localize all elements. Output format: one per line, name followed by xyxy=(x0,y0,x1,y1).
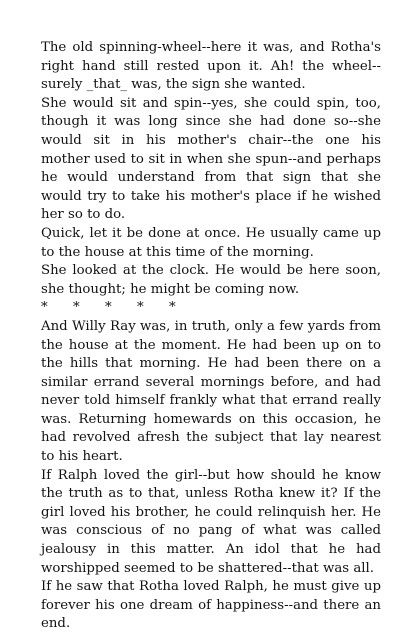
book-page xyxy=(41,39,381,634)
section-break: * * * * * xyxy=(41,300,176,316)
paragraph-spinning-wheel: The old spinning-wheel--here it was, and Rotha's right hand still rested upon it. Ah! the wheel--surely _that_ was, the sign she wanted. xyxy=(41,40,381,93)
paragraph-if-ralph: If Ralph loved the girl--but how should he know the truth as to that, unless Rotha knew it? If the girl loved his brother, he could relinquish her. He was conscious of no pang of what was called jealousy in this matter. An idol that he had worshipped seemed to be shattered--that was all. xyxy=(41,467,381,576)
paragraph-willy-ray: And Willy Ray was, in truth, only a few yards from the house at the moment. He had been up on to the hills that morning. He had been there on a similar errand several mornings before, and had never told himself frankly what that errand really was. Returning homewards on this occasion, he had revolved afresh the subject that lay nearest to his heart. xyxy=(41,318,381,465)
paragraph-dream: If he saw that Rotha loved Ralph, he must give up forever his one dream of happiness--and there an end. xyxy=(41,579,381,632)
paragraph-clock: She looked at the clock. He would be here soon, she thought; he might be coming now. xyxy=(41,263,381,297)
paragraph-sit-and-spin: She would sit and spin--yes, she could spin, too, though it was long since she had done so--she would sit in his mother's chair--the one his mother used to sit in when she spun--and perhaps he would understand from that sign that she would try to take his mother's place if he wished her so to do. xyxy=(41,95,381,223)
paragraph-quick: Quick, let it be done at once. He usually came up to the house at this time of the morning. xyxy=(41,225,381,260)
